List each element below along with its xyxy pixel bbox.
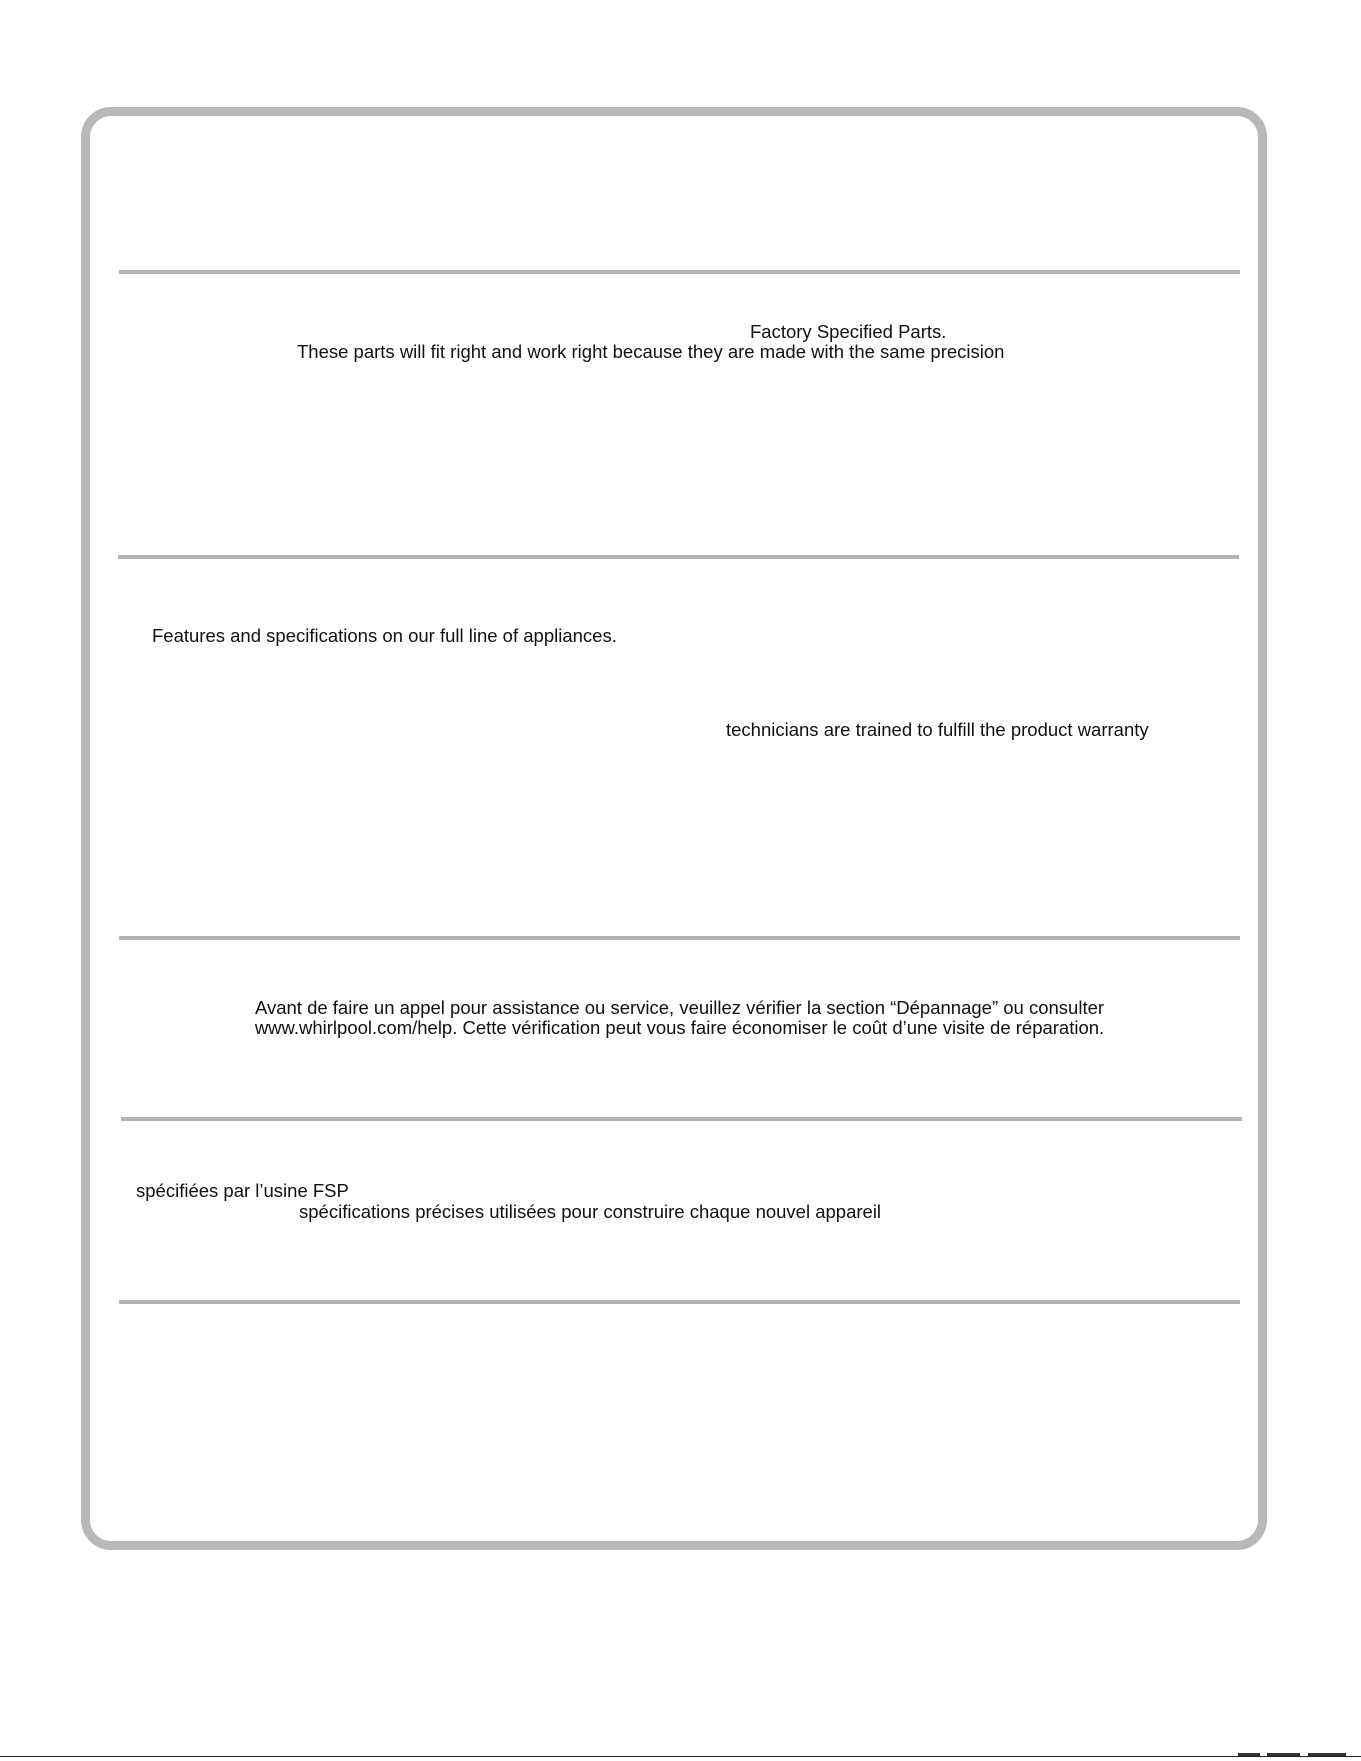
divider-3 — [119, 936, 1240, 940]
content-panel — [81, 107, 1267, 1550]
divider-4 — [121, 1117, 1242, 1121]
fsp-parts-text: spécifiées par l’usine FSP — [136, 1180, 349, 1201]
factory-specified-parts-text: Factory Specified Parts. — [750, 321, 947, 342]
technicians-warranty-text: technicians are trained to fulfill the product warranty — [726, 719, 1149, 740]
page-corner-mark — [1238, 1753, 1260, 1756]
divider-5 — [119, 1300, 1240, 1304]
page-corner-mark — [1267, 1753, 1300, 1756]
page-bottom-edge — [0, 1756, 1361, 1757]
assistance-service-text: Avant de faire un appel pour assistance ou service, veuillez vérifier la section “Dépannage” ou consulter — [254, 997, 1105, 1018]
divider-2 — [118, 555, 1239, 559]
divider-1 — [119, 270, 1240, 274]
page-corner-mark — [1308, 1753, 1346, 1756]
help-website-text: www.whirlpool.com/help. Cette vérification peut vous faire économiser le coût d’une visite de réparation. — [254, 1017, 1105, 1038]
features-specifications-text: Features and specifications on our full line of appliances. — [152, 625, 617, 646]
parts-precision-text: These parts will fit right and work right because they are made with the same precision — [297, 341, 1005, 362]
precise-specifications-text: spécifications précises utilisées pour construire chaque nouvel appareil — [299, 1201, 882, 1222]
